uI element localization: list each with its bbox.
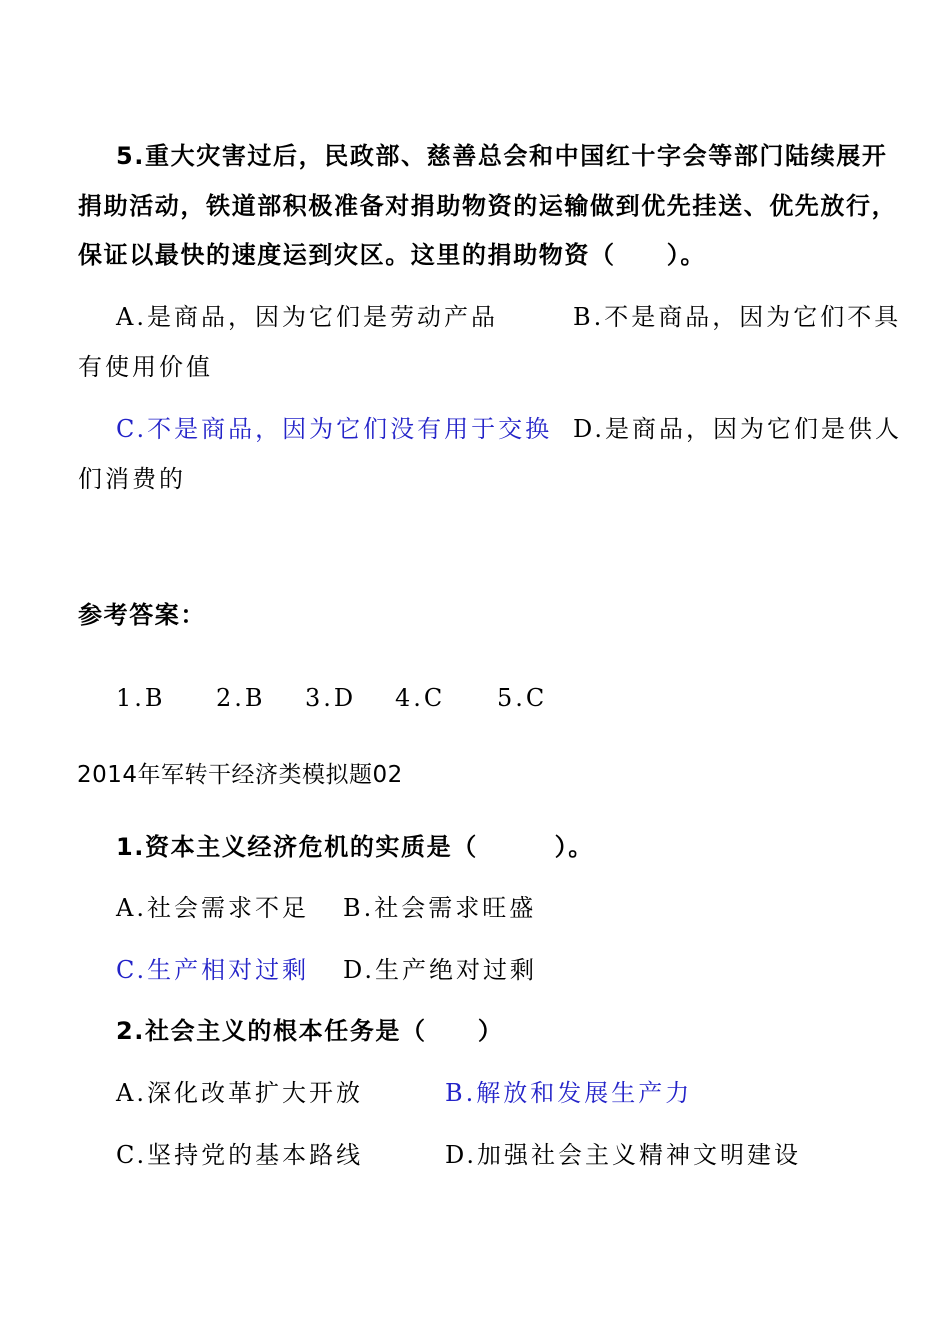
s2-q1-option-b: B.社会需求旺盛 xyxy=(343,894,537,922)
answer-item: 5.C xyxy=(497,684,548,712)
q5-option-b-line2: 有使用价值 xyxy=(78,353,213,381)
q5-option-b-line1: B.不是商品，因为它们不具 xyxy=(573,303,902,331)
s2-q2-option-d: D.加强社会主义精神文明建设 xyxy=(445,1141,802,1169)
answer-item: 1.B xyxy=(116,684,166,712)
s2-q2-option-c: C.坚持党的基本路线 xyxy=(116,1141,364,1169)
s2-q1-option-d: D.生产绝对过剩 xyxy=(343,956,538,984)
q5-stem-line2: 捐助活动，铁道部积极准备对捐助物资的运输做到优先挂送、优先放行， xyxy=(78,192,898,220)
q5-option-d-line2: 们消费的 xyxy=(78,465,186,493)
s2-q1-option-a: A.社会需求不足 xyxy=(116,894,309,922)
s2-q1-option-c: C.生产相对过剩 xyxy=(116,956,310,984)
q5-option-d-line1: D.是商品，因为它们是供人 xyxy=(573,415,903,443)
q5-option-a: A.是商品，因为它们是劳动产品 xyxy=(116,303,498,331)
answer-item: 2.B xyxy=(216,684,266,712)
q5-stem-line1: 5.重大灾害过后，民政部、慈善总会和中国红十字会等部门陆续展开 xyxy=(116,142,888,170)
q5-stem-line3: 保证以最快的速度运到灾区。这里的捐助物资（ ）。 xyxy=(78,241,706,269)
answer-item: 3.D xyxy=(305,684,357,712)
q5-option-c: C.不是商品，因为它们没有用于交换 xyxy=(116,415,553,443)
answer-item: 4.C xyxy=(395,684,446,712)
s2-q2-stem: 2.社会主义的根本任务是（ ） xyxy=(116,1017,504,1045)
s2-q2-option-b: B.解放和发展生产力 xyxy=(445,1079,693,1107)
answers-heading: 参考答案： xyxy=(78,601,206,629)
s2-q1-stem: 1.资本主义经济危机的实质是（ ）。 xyxy=(116,833,594,861)
section-title: 2014年军转干经济类模拟题02 xyxy=(77,762,403,788)
s2-q2-option-a: A.深化改革扩大开放 xyxy=(116,1079,363,1107)
